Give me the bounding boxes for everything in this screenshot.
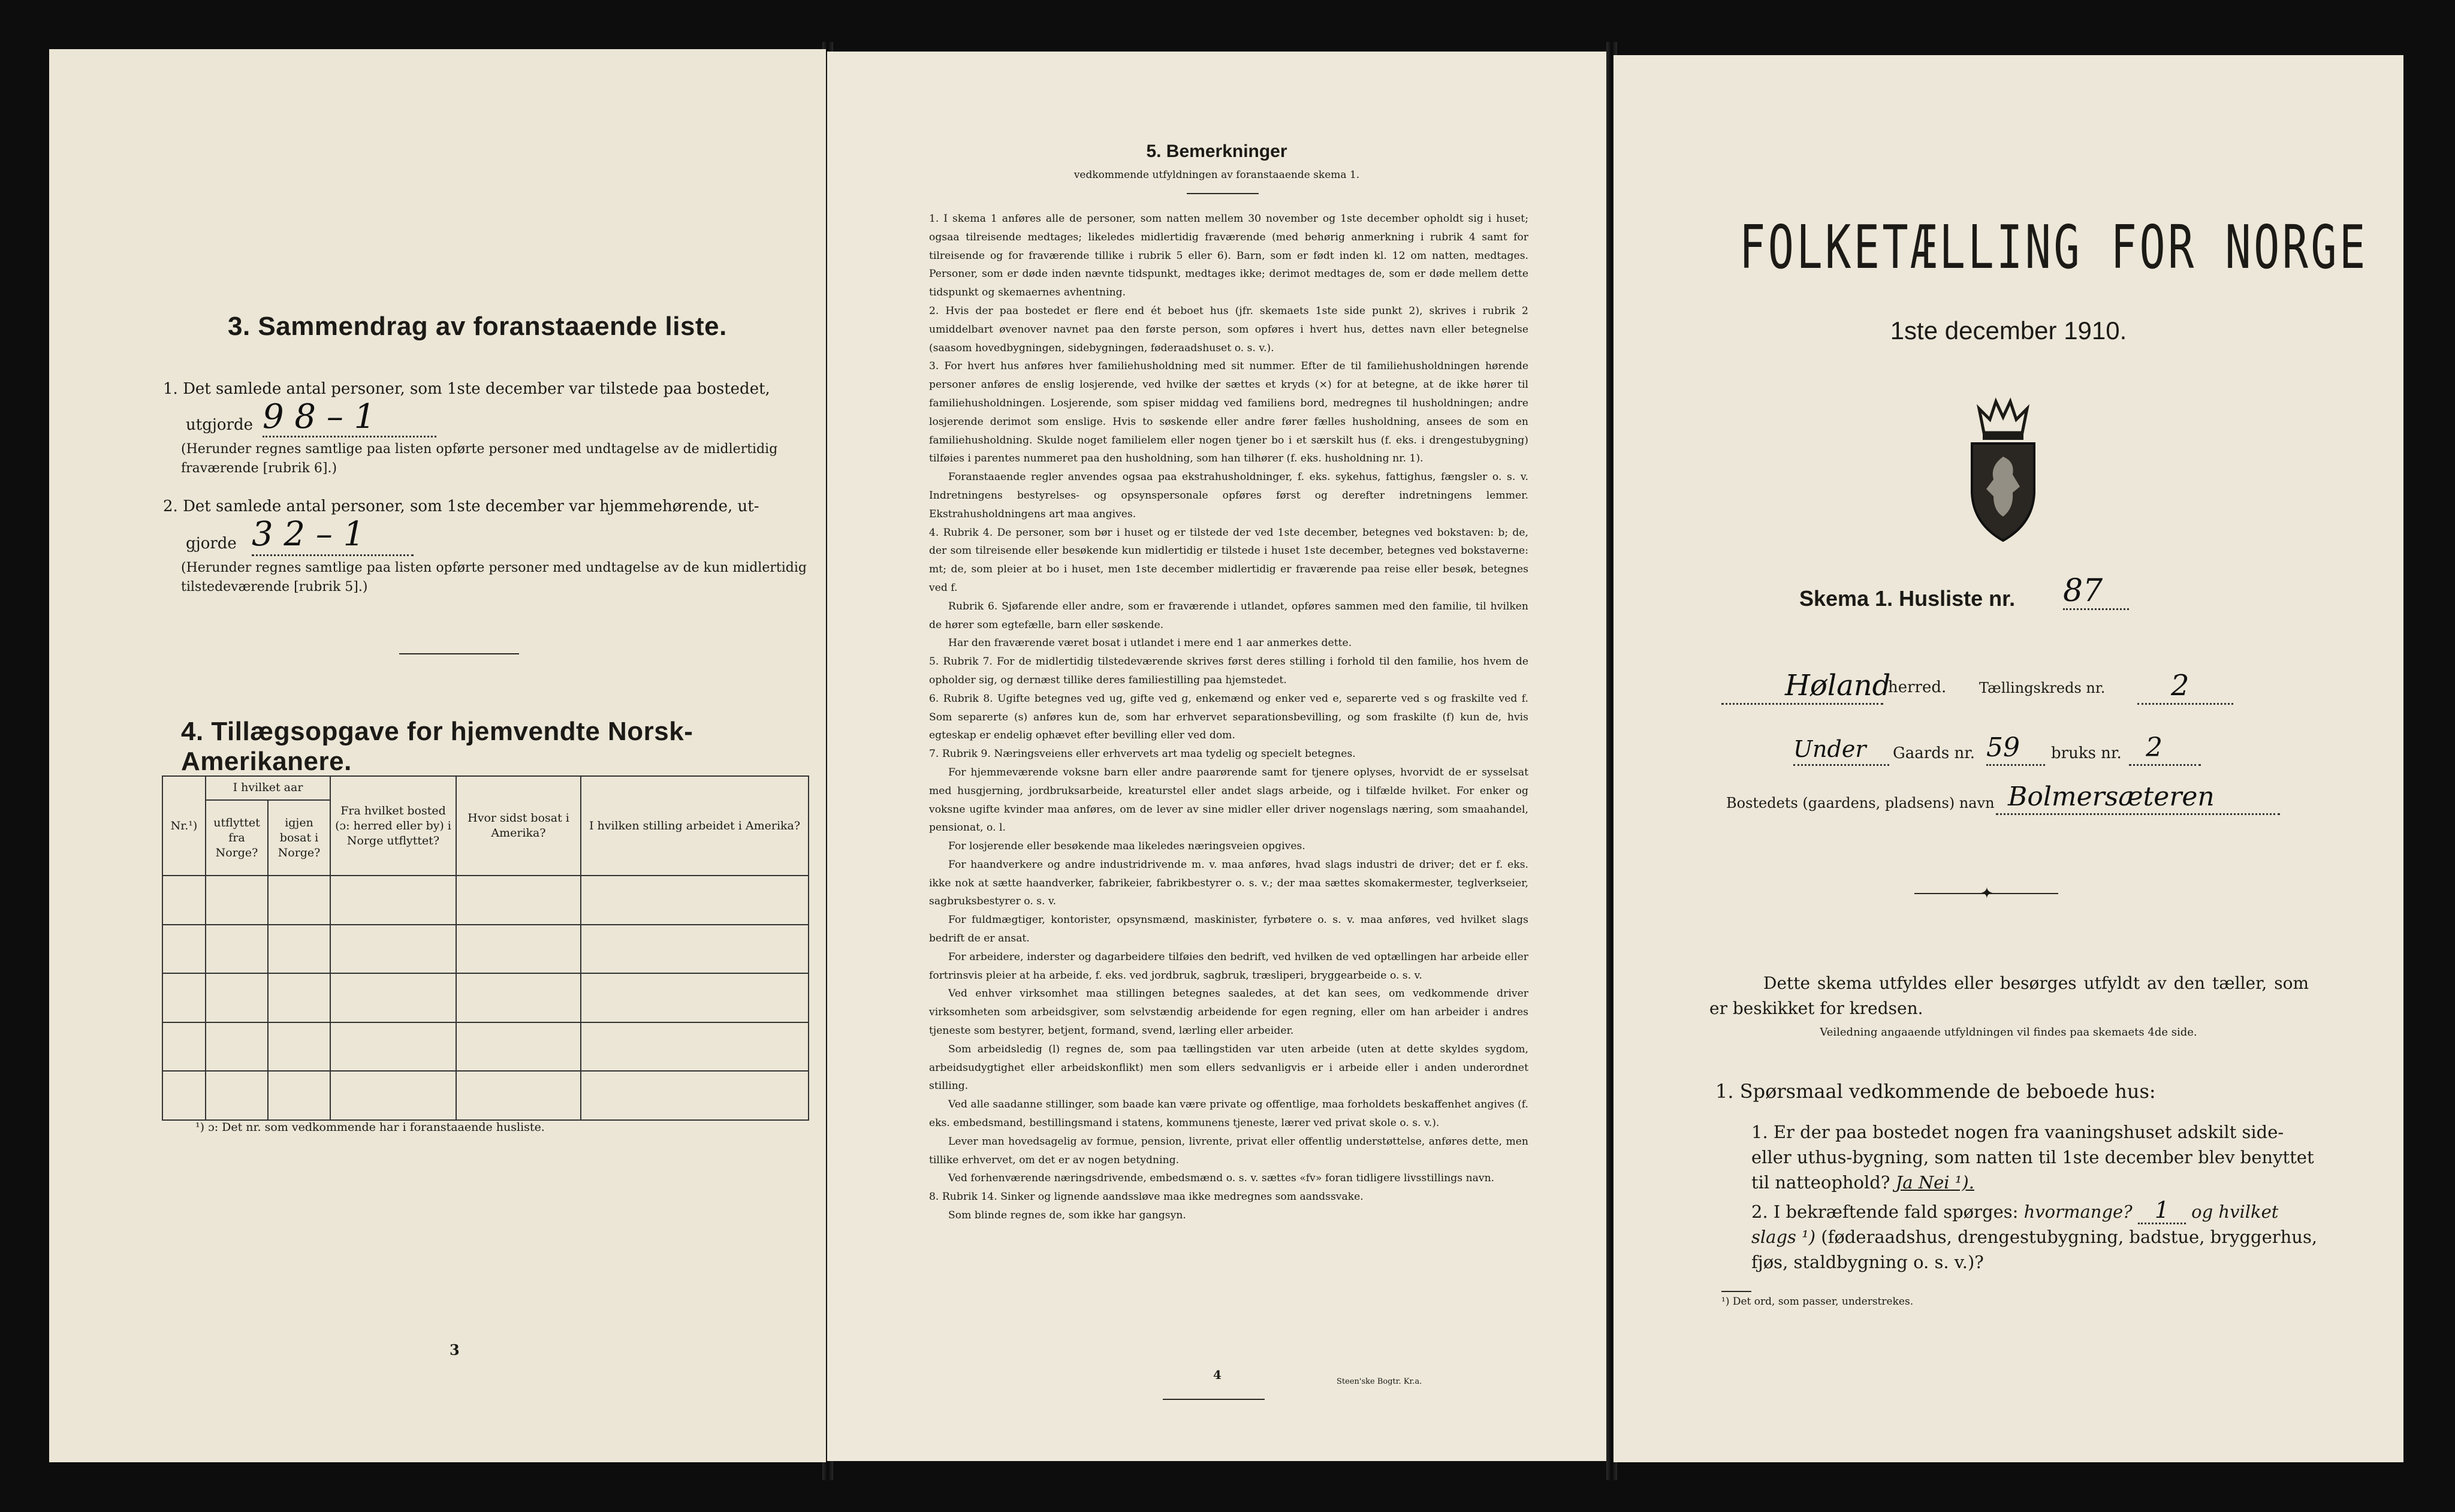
item-2-value[interactable]: 3 2 – 1 [252,517,414,556]
page-right [1613,55,2403,1462]
remarks-title: 5. Bemerkninger [1146,141,1287,161]
remark-7e: For fuldmægtiger, kontorister, opsynsmænd, maskinister, fyrbøtere o. s. v. maa anføres, ved hvilket slags bedrift de er ansat. [929,914,1528,945]
item-2-prefix: gjorde [186,535,237,553]
remark-4c: Har den fraværende været bosat i utlandet i mere end 1 aar anmerkes dette. [948,637,1352,650]
remark-7: 7. Rubrik 9. Næringsveiens eller erhvervets art maa tydelig og specielt betegnes. [929,748,1356,760]
remark-7g: Ved enhver virksomhet maa stillingen betegnes saaledes, at det kan sees, om vedkommende driver virksomheten som arbeidsgiver, som selvstændig arbeidende for egen regning, eller om han arbeider i andres tjeneste som bestyrer, betjent, formand, svend, lærling eller arbeider. [929,988,1528,1037]
col-stilling: I hvilken stilling arbeidet i Amerika? [581,776,809,876]
divider [1721,1291,1751,1292]
form-title: FOLKETÆLLING FOR NORGE [1739,212,2368,282]
kreds-label: Tællingskreds nr. [1979,680,2106,696]
remark-7h: Som arbeidsledig (l) regnes de, som paa tællingstiden var uten arbeide (uten at dette skyldes sygdom, arbeidsudygtighet eller arbeidskonflikt) men som ellers sedvanligvis er i arbeide eller i anden underordnet stilling. [929,1043,1528,1092]
col-hvor-bosat: Hvor sidst bosat i Amerika? [456,776,581,876]
remark-7c: For losjerende eller besøkende maa likeledes næringsveien opgives. [948,840,1305,853]
printer-mark: Steen'ske Bogtr. Kr.a. [1337,1377,1422,1386]
remark-4b: Rubrik 6. Sjøfarende eller andre, som er fraværende i utlandet, opføres sammen med den familie, til hvilken de hører som egtefælle, barn eller søskende. [929,600,1528,631]
remark-6: 6. Rubrik 8. Ugifte betegnes ved ug, gifte ved g, enkemænd og enker ved e, separerte ved s og fraskilte ved f. Som separerte (s) anføres kun de, som har erhvervet separationsbevilling, og som fraskilte (f) kun de, hvis egteskap er endelig ophævet efter bevilling eller ved dom. [929,692,1528,742]
item-1-text: 1. Det samlede antal personer, som 1ste december var tilstede paa bostedet, [163,380,770,398]
divider [1163,1399,1265,1400]
item-1-value[interactable]: 9 8 – 1 [263,399,436,437]
kreds-value[interactable]: 2 [2137,669,2233,705]
remark-8b: Som blinde regnes de, som ikke har gangsyn. [948,1209,1186,1222]
remark-5: 5. Rubrik 7. For de midlertidig tilstedeværende skrives først deres stilling i forhold til den familie, hos hvem de opholder sig, og dernæst tillike deres familiestilling paa hjemstedet. [929,656,1528,686]
item-1-prefix: utgjorde [186,416,254,434]
intro-note: Veiledning angaaende utfyldningen vil findes paa skemaets 4de side. [1820,1026,2197,1039]
remarks-subtitle: vedkommende utfyldningen av foranstaaende skema 1. [1073,169,1360,181]
remark-2: 2. Hvis der paa bostedet er flere end ét beboet hus (jfr. skemaets 1ste side punkt 2), skrives i rubrik 2 umiddelbart øvenover navnet paa den første person, som opføres i hvert hus, dettes navn eller betegnelse (saasom hovedbygningen, sidebygningen, føderaadshuset o. s. v.). [929,304,1528,354]
table-row [162,973,809,1022]
skema-label: Skema 1. Husliste nr. [1799,586,2016,611]
question-1-1: 1. Er der paa bostedet nogen fra vaaningshuset adskilt side- eller uthus-bygning, som natten til 1ste december blev benyttet til natteophold? Ja Nei ¹). [1751,1122,2314,1193]
col-igjen-bosat: igjen bosat i Norge? [268,800,330,876]
divider [399,653,519,654]
col-nr: Nr.¹) [162,776,206,876]
page-number: 3 [450,1341,460,1359]
page-middle [827,52,1606,1461]
remark-7d: For haandverkere og andre industridrivende m. v. maa anføres, hvad slags industri de driver; det er f. eks. ikke nok at sætte haandverker, fabrikeier, fabrikbestyrer o. s. v.; der maa sættes skomakermester, teglverkseier, sagbruksbestyrer o. s. v. [929,858,1528,908]
col-group-year: I hvilket aar [206,776,330,800]
gaards-label: Gaards nr. [1893,744,1976,762]
norsk-amerikaner-table [162,775,809,1121]
page-left [49,49,826,1462]
table-row [162,925,809,974]
item-2-note: (Herunder regnes samtlige paa listen opførte personer med undtagelse av de kun midlertidig tilstedeværende [rubrik 5].) [181,560,807,594]
table-footnote: ¹) ɔ: Det nr. som vedkommende har i foranstaaende husliste. [195,1121,545,1134]
hvormange-value[interactable]: 1 [2138,1197,2186,1224]
ornament-icon: ✦ [1980,885,1993,903]
remark-3: 3. For hvert hus anføres hver familiehusholdning med sit nummer. Efter de til familiehusholdningen hørende personer anføres de enslig losjerende, ved hvilke der sættes et kryds (×) for at betegne, at de ikke hører til familiehusholdningen. Losjerende, som spiser middag ved familiens bord, medregnes til husholdningen; andre losjerende derimot som enslige. Hvis to søskende eller andre fører fælles husholdning, ansees de som en familiehusholdning. Skulde noget familielem eller nogen tjener bo i et særskilt hus (f. eks. i drengestubygning) tilføies i parentes nummeret paa den husholdning, som han tilhører (f. eks. husholdning nr. 1). [929,360,1528,465]
coat-of-arms-icon [1955,391,2051,547]
question-1-2: 2. I bekræftende fald spørges: hvormange? 1 og hvilket slags ¹) (føderaadshus, drengestubygning, badstue, bryggerhus, fjøs, staldbygning o. s. v.)? [1751,1197,2318,1272]
section-3-title: 3. Sammendrag av foranstaaende liste. [228,312,727,341]
intro-text: Dette skema utfyldes eller besørges utfyldt av den tæller, som er beskikket for kredsen. [1709,973,2309,1018]
remark-7j: Lever man hovedsagelig av formue, pension, livrente, privat eller offentlig understøttelse, anføres dette, men tillike erhvervet, om det er av nogen betydning. [929,1135,1528,1166]
gaards-value[interactable]: 59 [1986,732,2045,766]
col-fra-bosted: Fra hvilket bosted (ɔ: herred eller by) i Norge utflyttet? [330,776,456,876]
footnote: ¹) Det ord, som passer, understrekes. [1721,1296,1914,1308]
remark-8: 8. Rubrik 14. Sinker og lignende aandssløve maa ikke medregnes som aandssvake. [929,1191,1364,1203]
remark-7b: For hjemmeværende voksne barn eller andre paarørende samt for tjenere oplyses, hvorvidt de er sysselsat med husgjerning, jordbruksarbeide, kreaturstel eller andet slags arbeide, og i tilfælde hvilket. For enker og voksne ugifte kvinder maa anføres, om de lever av sine midler eller driver nogenslags næring, som smaahandel, pensionat, o. l. [929,766,1528,834]
item-1-note: (Herunder regnes samtlige paa listen opførte personer med undtagelse av de midlertidig fraværende [rubrik 6].) [181,442,778,476]
item-2-text: 2. Det samlede antal personer, som 1ste december var hjemmehørende, ut- [163,497,759,515]
section-4-title: 4. Tillægsopgave for hjemvendte Norsk-Amerikanere. [181,717,693,776]
bosted-value[interactable]: Bolmersæteren [1996,781,2280,815]
herred-value[interactable]: Høland [1721,669,1883,705]
form-date: 1ste december 1910. [1890,316,2127,345]
divider [1187,193,1259,194]
remark-4: 4. Rubrik 4. De personer, som bør i huset og er tilstede der ved 1ste december, betegnes ved bokstaven: b; de, der som tilreisende eller besøkende kun midlertidig er tilstede i huset 1ste december, betegnes ved bokstaverne: mt; de, som pleier at bo i huset, men 1ste december midlertidig er fraværende paa reise eller besøk, betegnes ved f. [929,526,1528,594]
remark-1: 1. I skema 1 anføres alle de personer, som natten mellem 30 november og 1ste december opholdt sig i huset; ogsaa tilreisende medtages; likeledes midlertidig fraværende (med behørig anmerkning i rubrik 4 samt for tilreisende og for fraværende tillike i rubrik 5 eller 6). Barn, som er født inden kl. 12 om natten, medtages. Personer, som er døde inden nævnte tidspunkt, medtages ikke; derimot medtages de, som er døde mellem dette tidspunkt og skemaernes avhentning. [929,213,1528,299]
remark-7k: Ved forhenværende næringsdrivende, embedsmænd o. s. v. sættes «fv» foran tidligere livsstillings navn. [948,1172,1495,1185]
remark-3b: Foranstaaende regler anvendes ogsaa paa ekstrahusholdninger, f. eks. sykehus, fattighus, fængsler o. s. v. Indretningens bestyrelses- og opsynspersonale opføres først og derefter indretningens lemmer. Ekstrahusholdningens art maa angives. [929,471,1528,520]
table-row [162,1071,809,1120]
bruks-label: bruks nr. [2051,744,2122,762]
under-value[interactable]: Under [1793,735,1889,766]
answer-options[interactable]: Ja Nei ¹). [1895,1172,1974,1193]
bruks-value[interactable]: 2 [2129,732,2201,766]
husliste-number[interactable]: 87 [2063,574,2129,610]
table-row [162,1022,809,1072]
question-1-title: 1. Spørsmaal vedkommende de beboede hus: [1715,1080,2156,1103]
col-utflyttet: utflyttet fra Norge? [206,800,268,876]
herred-label: herred. [1888,678,1947,696]
table-row [162,876,809,925]
remark-7i: Ved alle saadanne stillinger, som baade kan være private og offentlige, maa forholdets beskaffenhet angives (f. eks. embedsmand, bestillingsmand i statens, kommunens tjeneste, lærer ved privat skole o. s. v.). [929,1098,1528,1130]
remarks-body [929,210,1528,1225]
remark-7f: For arbeidere, inderster og dagarbeidere tilføies den bedrift, ved hvilken de ved optællingen har arbeide eller fortrinsvis pleier at ha arbeide, f. eks. ved jordbruk, sagbruk, træsliperi, bryggearbeide o. s. v. [929,950,1528,982]
page-number: 4 [1213,1368,1222,1382]
bosted-label: Bostedets (gaardens, pladsens) navn [1726,795,1995,811]
